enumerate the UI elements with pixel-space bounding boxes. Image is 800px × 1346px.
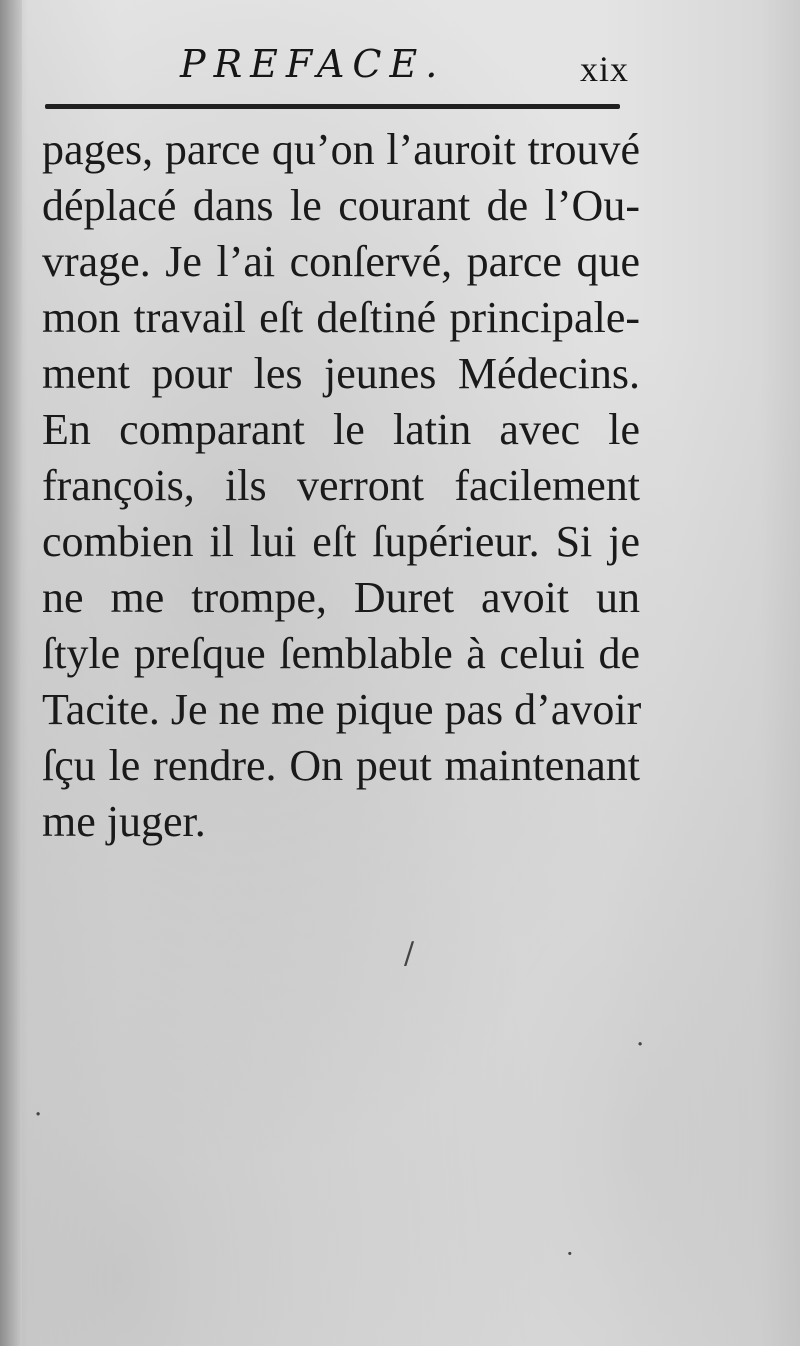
page-gutter-shadow (0, 0, 22, 1346)
text-line-last: me juger. (42, 797, 206, 846)
text-line: combien il lui eſt ſupérieur. Si je (42, 517, 640, 566)
running-title: PREFACE. (180, 42, 446, 86)
text-line: ment pour les jeunes Médecins. (42, 349, 640, 398)
text-line: déplacé dans le courant de l’Ou- (42, 181, 640, 230)
header-rule (45, 104, 620, 109)
text-line: vrage. Je l’ai conſervé, parce que (42, 237, 640, 286)
page-header (40, 38, 640, 98)
text-line: françois, ils verront facilement (42, 461, 640, 510)
paper-blemish: · (566, 1240, 574, 1268)
text-line: pages, parce qu’on l’auroit trouvé (42, 125, 640, 174)
text-line: ne me trompe, Duret avoit un (42, 573, 640, 622)
text-line: En comparant le latin avec le (42, 405, 640, 454)
text-line: Tacite. Je ne me pique pas d’avoir (42, 685, 642, 734)
paper-blemish: · (34, 1100, 43, 1130)
text-line: ſtyle preſque ſemblable à celui de (42, 629, 640, 678)
paper-blemish: / (404, 936, 415, 971)
text-line: mon travail eſt deſtiné principale- (42, 293, 640, 342)
text-line: ſçu le rendre. On peut maintenant (42, 741, 640, 790)
preface-text (42, 122, 642, 850)
paper-blemish: · (636, 1030, 645, 1060)
page-number: xix (580, 49, 630, 89)
